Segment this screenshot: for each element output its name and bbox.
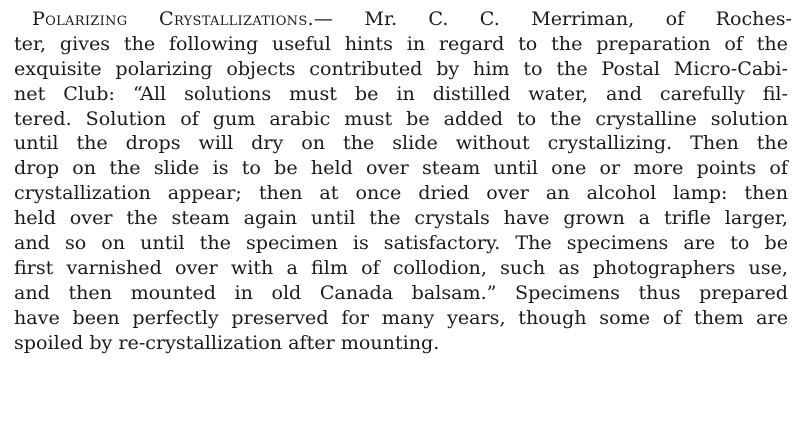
text-line: ter, gives the following useful hints in regard to the preparation of the [14, 31, 788, 55]
text-line: held over the steam again until the crystals have grown a trifle larger, [14, 206, 788, 230]
text-line: spoiled by re-crystallization after mounting. [14, 330, 440, 354]
text-line: drop on the slide is to be held over steam until one or more points of [14, 156, 788, 180]
text-line: have been perfectly preserved for many years, though some of them are [14, 305, 788, 329]
text-line [32, 7, 792, 32]
text-line: crystallization appear; then at once dried over an alcohol lamp: then [14, 181, 788, 205]
text-line: and so on until the specimen is satisfactory. The specimens are to be [14, 231, 788, 255]
text-line-content: — Mr. C. C. Merriman, of Roches- [313, 7, 792, 30]
text-line: tered. Solution of gum arabic must be added to the crystalline solution [14, 106, 788, 130]
article-heading: Polarizing Crystallizations. [32, 7, 314, 30]
text-line: net Club: “All solutions must be in distilled water, and carefully fil- [14, 81, 788, 105]
article-paragraph [14, 7, 792, 355]
text-line: first varnished over with a film of collodion, such as photographers use, [14, 255, 788, 279]
text-line: and then mounted in old Canada balsam.” Specimens thus prepared [14, 280, 788, 304]
text-line: exquisite polarizing objects contributed by him to the Postal Micro-Cabi- [14, 56, 788, 80]
text-line: until the drops will dry on the slide without crystallizing. Then the [14, 131, 788, 155]
